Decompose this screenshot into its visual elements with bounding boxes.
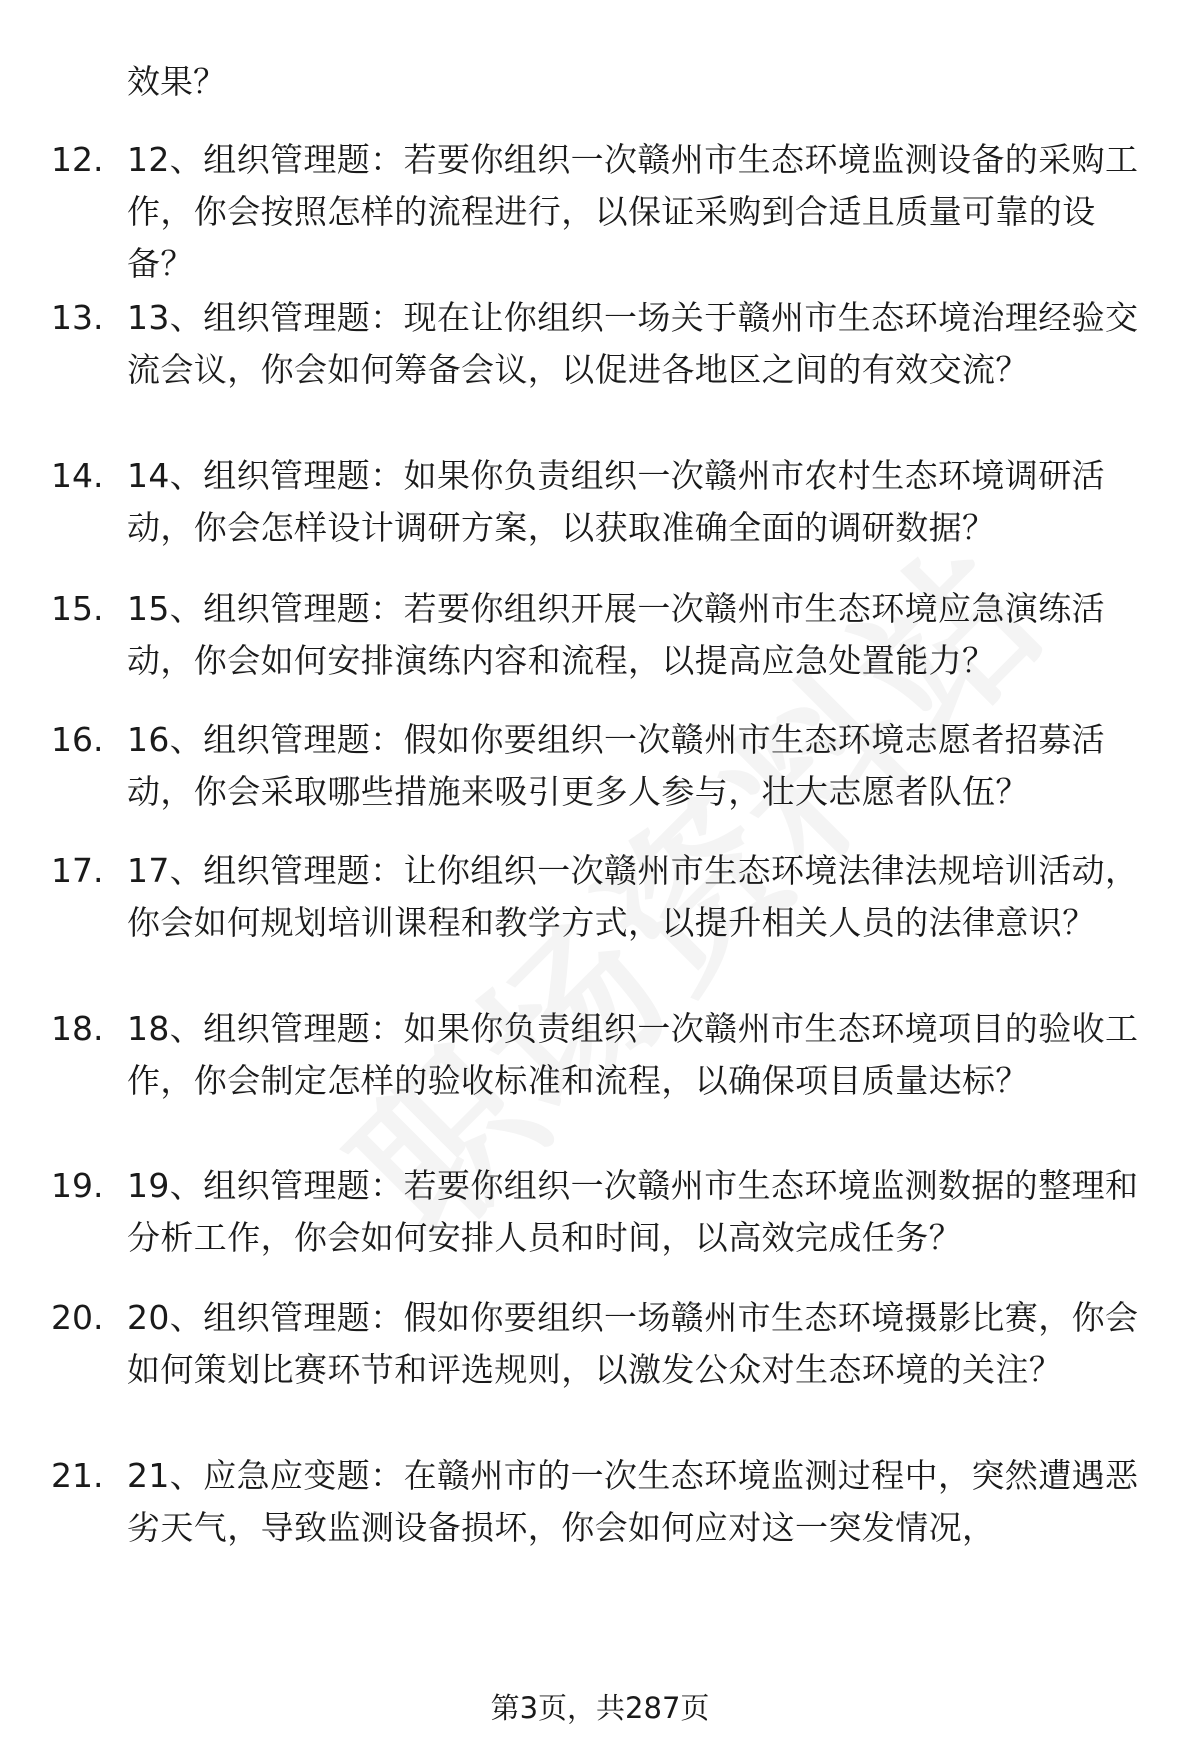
question-text: 16、组织管理题：假如你要组织一次赣州市生态环境志愿者招募活动，你会采取哪些措施来吸引更多人参与，壮大志愿者队伍？: [127, 720, 1105, 811]
question-text: 18、组织管理题：如果你负责组织一次赣州市生态环境项目的验收工作，你会制定怎样的验收标准和流程，以确保项目质量达标？: [127, 1009, 1139, 1100]
continuation-text: 效果？: [127, 62, 226, 101]
question-text: 15、组织管理题：若要你组织开展一次赣州市生态环境应急演练活动，你会如何安排演练内容和流程，以提高应急处置能力？: [127, 589, 1105, 680]
question-text: 19、组织管理题：若要你组织一次赣州市生态环境监测数据的整理和分析工作，你会如何安排人员和时间，以高效完成任务？: [127, 1166, 1139, 1257]
question-text: 17、组织管理题：让你组织一次赣州市生态环境法律法规培训活动，你会如何规划培训课程和教学方式，以提升相关人员的法律意识？: [127, 851, 1139, 942]
question-number: 15.: [51, 589, 104, 628]
question-number: 21.: [51, 1456, 104, 1495]
question-number: 16.: [51, 720, 104, 759]
question-number: 13.: [51, 298, 104, 337]
question-number: 18.: [51, 1009, 104, 1048]
question-text: 20、组织管理题：假如你要组织一场赣州市生态环境摄影比赛，你会如何策划比赛环节和评选规则，以激发公众对生态环境的关注？: [127, 1298, 1139, 1389]
question-number: 12.: [51, 140, 104, 179]
question-text: 13、组织管理题：现在让你组织一场关于赣州市生态环境治理经验交流会议，你会如何筹备会议，以促进各地区之间的有效交流？: [127, 298, 1139, 389]
question-text: 21、应急应变题：在赣州市的一次生态环境监测过程中，突然遭遇恶劣天气，导致监测设备损坏，你会如何应对这一突发情况，: [127, 1456, 1139, 1547]
question-number: 14.: [51, 456, 104, 495]
question-number: 20.: [51, 1298, 104, 1337]
question-text: 14、组织管理题：如果你负责组织一次赣州市农村生态环境调研活动，你会怎样设计调研方案，以获取准确全面的调研数据？: [127, 456, 1105, 547]
question-number: 19.: [51, 1166, 104, 1205]
question-number: 17.: [51, 851, 104, 890]
question-text: 12、组织管理题：若要你组织一次赣州市生态环境监测设备的采购工作，你会按照怎样的流程进行，以保证采购到合适且质量可靠的设备？: [127, 140, 1139, 283]
page-footer: 第3页，共287页: [490, 1691, 710, 1725]
